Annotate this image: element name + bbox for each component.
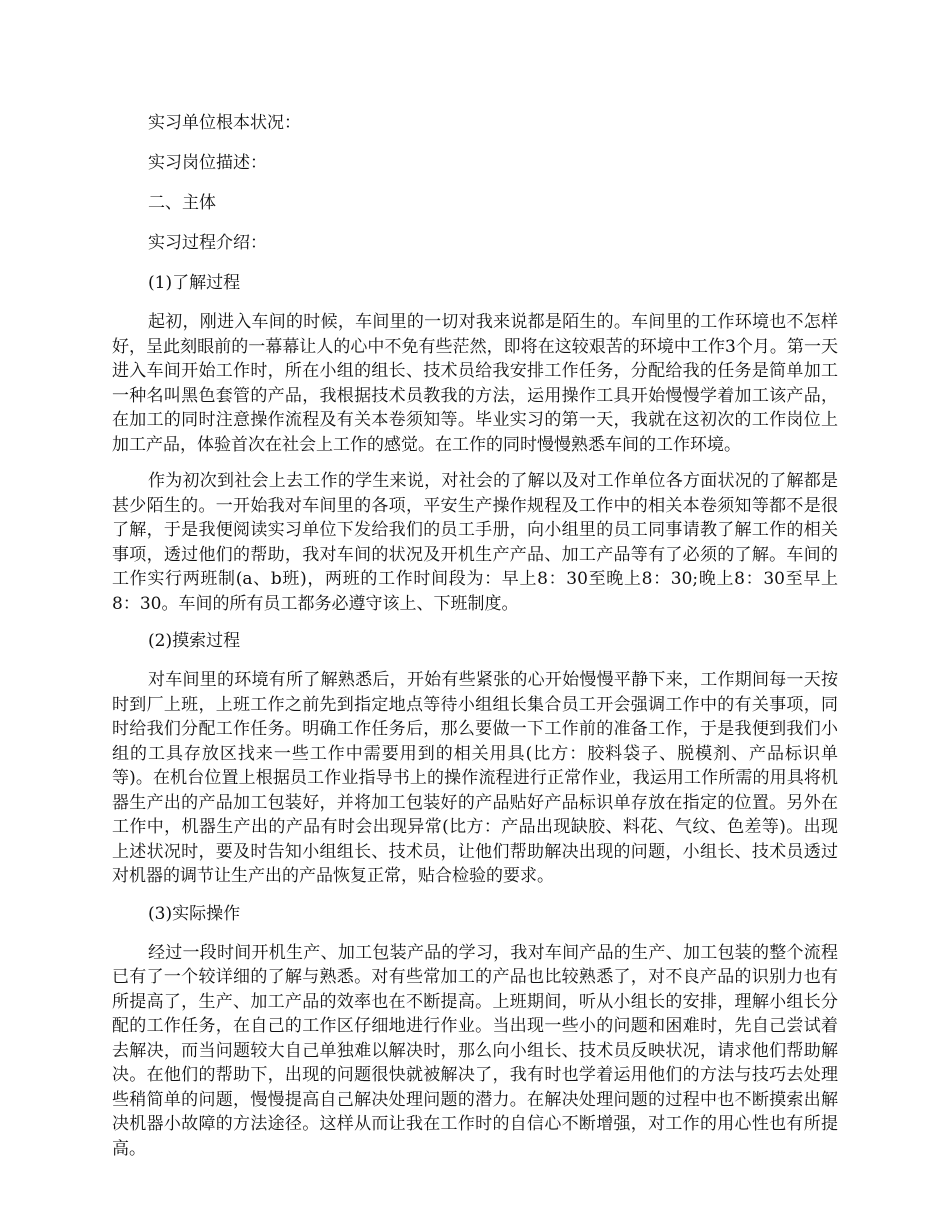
document-page	[112, 110, 838, 1161]
heading-process-intro: 实习过程介绍：	[148, 233, 267, 253]
heading-section-1: (1)了解过程	[148, 273, 241, 293]
heading-section-2: (2)摸索过程	[148, 631, 241, 651]
paragraph-3: 对车间里的环境有所了解熟悉后，开始有些紧张的心开始慢慢平静下来，工作期间每一天按时到厂上班，上班工作之前先到指定地点等待小组组长集合员工开会强调工作中的有关事项，同时给我们分配工作任务。明确工作任务后，那么要做一下工作前的准备工作，于是我便到我们小组的工具存放区找来一些工作中需要用到的相关用具(比方：胶料袋子、脱模剂、产品标识单等)。在机台位置上根据员工作业指导书上的操作流程进行正常作业，我运用工作所需的用具将机器生产出的产品加工包装好，并将加工包装好的产品贴好产品标识单存放在指定的位置。另外在工作中，机器生产出的产品有时会出现异常(比方：产品出现缺胶、料花、气纹、色差等)。出现上述状况时，要及时告知小组组长、技术员，让他们帮助解决出现的问题，小组长、技术员透过对机器的调节让生产出的产品恢复正常，贴合检验的要求。	[112, 670, 838, 886]
paragraph-2: 作为初次到社会上去工作的学生来说，对社会的了解以及对工作单位各方面状况的了解都是甚少陌生的。一开始我对车间里的各项，平安生产操作规程及工作中的相关本卷须知等都不是很了解，于是我便阅读实习单位下发给我们的员工手册，向小组里的员工同事请教了解工作的相关事项，透过他们的帮助，我对车间的状况及开机生产产品、加工产品等有了必须的了解。车间的工作实行两班制(a、b班)，两班的工作时间段为：早上8：30至晚上8：30;晚上8：30至早上8：30。车间的所有员工都务必遵守该上、下班制度。	[112, 471, 838, 614]
paragraph-1: 起初，刚进入车间的时候，车间里的一切对我来说都是陌生的。车间里的工作环境也不怎样好，呈此刻眼前的一幕幕让人的心中不免有些茫然，即将在这较艰苦的环境中工作3个月。第一天进入车间开始工作时，所在小组的组长、技术员给我安排工作任务，分配给我的任务是简单加工一种名叫黑色套管的产品，我根据技术员教我的方法，运用操作工具开始慢慢学着加工该产品，在加工的同时注意操作流程及有关本卷须知等。毕业实习的第一天，我就在这初次的工作岗位上加工产品，体验首次在社会上工作的感觉。在工作的同时慢慢熟悉车间的工作环境。	[112, 312, 838, 455]
heading-position-desc: 实习岗位描述：	[148, 153, 267, 173]
heading-section-3: (3)实际操作	[148, 903, 241, 924]
heading-unit-status: 实习单位根本状况：	[148, 113, 301, 133]
heading-main-body: 二、主体	[148, 193, 216, 213]
paragraph-4: 经过一段时间开机生产、加工包装产品的学习，我对车间产品的生产、加工包装的整个流程已有了一个较详细的了解与熟悉。对有些常加工的产品也比较熟悉了，对不良产品的识别力也有所提高了，生产、加工产品的效率也在不断提高。上班期间，听从小组长的安排，理解小组长分配的工作任务，在自己的工作区仔细地进行作业。当出现一些小的问题和困难时，先自己尝试着去解决，而当问题较大自己单独难以解决时，那么向小组长、技术员反映状况，请求他们帮助解决。在他们的帮助下，出现的问题很快就被解决了，我有时也学着运用他们的方法与技巧去处理些稍简单的问题，慢慢提高自己解决处理问题的潜力。在解决处理问题的过程中也不断摸索出解决机器小故障的方法途径。这样从而让我在工作时的自信心不断增强，对工作的用心性也有所提高。	[112, 942, 838, 1159]
